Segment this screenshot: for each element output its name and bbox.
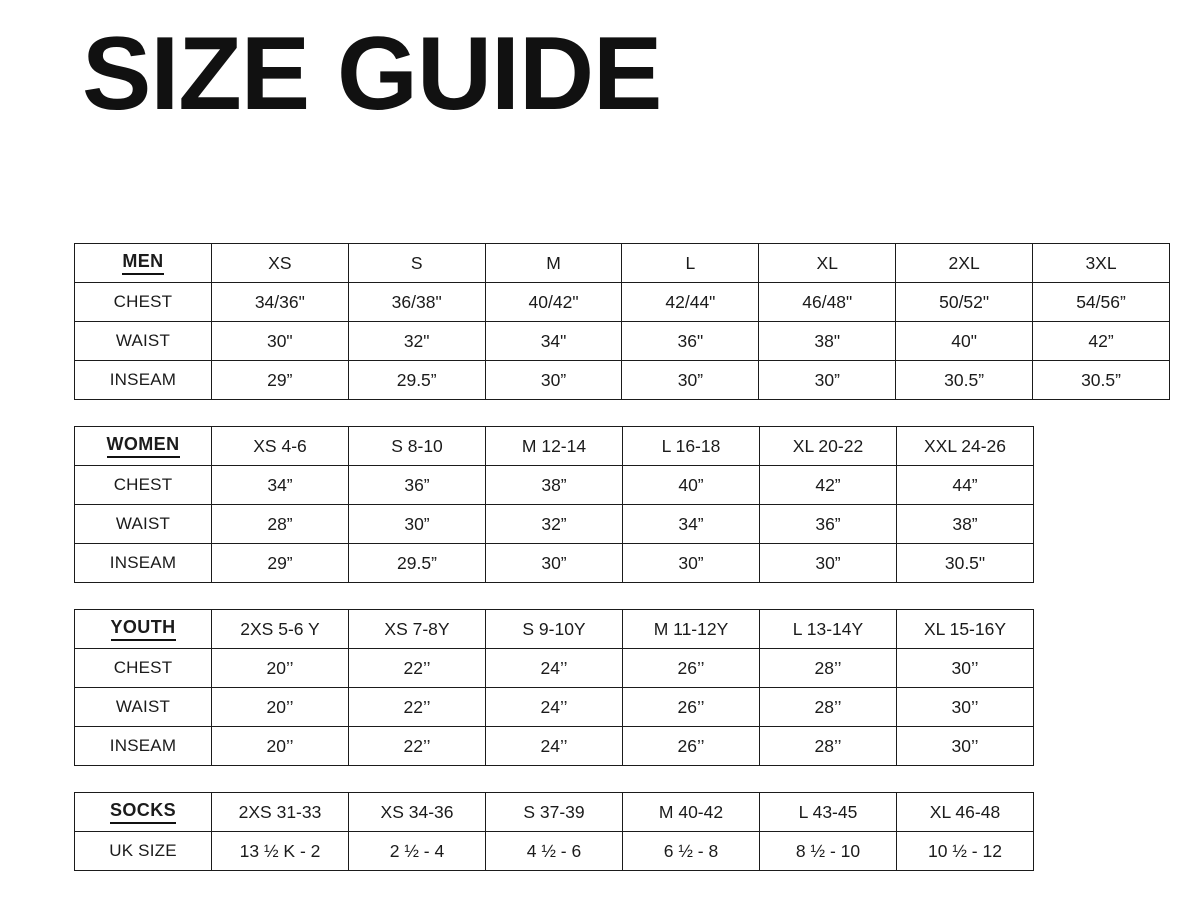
table-cell: 29” <box>212 544 349 583</box>
table-cell: 30” <box>485 361 622 400</box>
column-header: XS 34-36 <box>349 793 486 832</box>
table-cell: 26’’ <box>623 649 760 688</box>
table-cell: 42” <box>760 466 897 505</box>
table-row <box>75 727 1034 766</box>
size-table-men <box>74 243 1170 400</box>
column-header: L <box>622 244 759 283</box>
table-cell: 2 ½ - 4 <box>349 832 486 871</box>
table-cell: 8 ½ - 10 <box>760 832 897 871</box>
column-header: 2XS 5-6 Y <box>212 610 349 649</box>
table-header-row <box>75 793 1034 832</box>
table-cell: 30” <box>760 544 897 583</box>
table-cell: 34” <box>212 466 349 505</box>
table-cell: 26’’ <box>623 688 760 727</box>
table-cell: 28’’ <box>760 727 897 766</box>
table-cell: 30.5" <box>897 544 1034 583</box>
table-cell: 24’’ <box>486 649 623 688</box>
table-cell: 40” <box>623 466 760 505</box>
page-title: SIZE GUIDE <box>82 16 662 132</box>
table-cell: 22’’ <box>349 688 486 727</box>
table-cell: 28’’ <box>760 688 897 727</box>
table-cell: 54/56” <box>1033 283 1170 322</box>
column-header: XL 46-48 <box>897 793 1034 832</box>
table-cell: 30’’ <box>897 649 1034 688</box>
table-cell: 22’’ <box>349 727 486 766</box>
table-cell: 46/48" <box>759 283 896 322</box>
table-cell: 36” <box>349 466 486 505</box>
table-row <box>75 649 1034 688</box>
table-header-row <box>75 610 1034 649</box>
table-cell: 13 ½ K - 2 <box>212 832 349 871</box>
row-label: INSEAM <box>75 544 212 583</box>
size-table-socks <box>74 792 1034 871</box>
table-cell: 4 ½ - 6 <box>486 832 623 871</box>
table-row <box>75 544 1034 583</box>
table-cell: 38” <box>897 505 1034 544</box>
column-header: XXL 24-26 <box>897 427 1034 466</box>
table-cell: 32" <box>348 322 485 361</box>
row-label: CHEST <box>75 649 212 688</box>
table-cell: 30.5” <box>1033 361 1170 400</box>
row-label: UK SIZE <box>75 832 212 871</box>
row-label: CHEST <box>75 466 212 505</box>
column-header: XL <box>759 244 896 283</box>
table-cell: 40/42" <box>485 283 622 322</box>
row-label: INSEAM <box>75 361 212 400</box>
column-header: M 40-42 <box>623 793 760 832</box>
table-row <box>75 361 1170 400</box>
table-cell: 24’’ <box>486 688 623 727</box>
size-tables-container <box>74 243 1170 897</box>
row-label: WAIST <box>75 505 212 544</box>
table-cell: 30’’ <box>897 727 1034 766</box>
table-row <box>75 466 1034 505</box>
row-label: INSEAM <box>75 727 212 766</box>
table-cell: 50/52" <box>896 283 1033 322</box>
table-cell: 30" <box>211 322 348 361</box>
column-header: S 9-10Y <box>486 610 623 649</box>
table-header-row <box>75 427 1034 466</box>
column-header: 2XS 31-33 <box>212 793 349 832</box>
row-label: WAIST <box>75 688 212 727</box>
table-header-row <box>75 244 1170 283</box>
table-cell: 26’’ <box>623 727 760 766</box>
column-header: M <box>485 244 622 283</box>
table-cell: 34/36" <box>211 283 348 322</box>
table-cell: 20’’ <box>212 688 349 727</box>
table-corner-label-men <box>75 244 212 283</box>
table-cell: 10 ½ - 12 <box>897 832 1034 871</box>
size-table-youth <box>74 609 1034 766</box>
table-cell: 36/38" <box>348 283 485 322</box>
column-header: S 37-39 <box>486 793 623 832</box>
table-cell: 36” <box>760 505 897 544</box>
table-row <box>75 505 1034 544</box>
table-cell: 30” <box>623 544 760 583</box>
table-cell: 30” <box>349 505 486 544</box>
column-header: M 11-12Y <box>623 610 760 649</box>
size-table-women <box>74 426 1034 583</box>
table-row <box>75 688 1034 727</box>
column-header: XL 15-16Y <box>897 610 1034 649</box>
table-cell: 29.5” <box>348 361 485 400</box>
table-cell: 44” <box>897 466 1034 505</box>
column-header: 2XL <box>896 244 1033 283</box>
column-header: S 8-10 <box>349 427 486 466</box>
column-header: M 12-14 <box>486 427 623 466</box>
column-header: XS 4-6 <box>212 427 349 466</box>
table-cell: 30” <box>622 361 759 400</box>
row-label: WAIST <box>75 322 212 361</box>
table-cell: 30” <box>486 544 623 583</box>
table-cell: 28’’ <box>760 649 897 688</box>
table-cell: 30” <box>759 361 896 400</box>
corner-label-text: SOCKS <box>110 800 176 824</box>
table-cell: 29” <box>211 361 348 400</box>
table-cell: 6 ½ - 8 <box>623 832 760 871</box>
column-header: L 13-14Y <box>760 610 897 649</box>
column-header: 3XL <box>1033 244 1170 283</box>
table-row <box>75 283 1170 322</box>
corner-label-text: MEN <box>122 251 163 275</box>
table-cell: 30’’ <box>897 688 1034 727</box>
column-header: XS 7-8Y <box>349 610 486 649</box>
table-cell: 28” <box>212 505 349 544</box>
table-corner-label-women <box>75 427 212 466</box>
column-header: XL 20-22 <box>760 427 897 466</box>
table-cell: 20’’ <box>212 727 349 766</box>
table-cell: 30.5” <box>896 361 1033 400</box>
row-label: CHEST <box>75 283 212 322</box>
table-corner-label-youth <box>75 610 212 649</box>
table-cell: 38” <box>486 466 623 505</box>
table-cell: 34" <box>485 322 622 361</box>
table-corner-label-socks <box>75 793 212 832</box>
table-cell: 34” <box>623 505 760 544</box>
column-header: L 43-45 <box>760 793 897 832</box>
table-cell: 40" <box>896 322 1033 361</box>
table-row <box>75 322 1170 361</box>
table-cell: 20’’ <box>212 649 349 688</box>
table-cell: 22’’ <box>349 649 486 688</box>
table-cell: 38" <box>759 322 896 361</box>
table-row <box>75 832 1034 871</box>
table-cell: 42” <box>1033 322 1170 361</box>
table-cell: 42/44" <box>622 283 759 322</box>
corner-label-text: YOUTH <box>111 617 176 641</box>
table-cell: 24’’ <box>486 727 623 766</box>
column-header: L 16-18 <box>623 427 760 466</box>
column-header: XS <box>211 244 348 283</box>
column-header: S <box>348 244 485 283</box>
table-cell: 32” <box>486 505 623 544</box>
table-cell: 36" <box>622 322 759 361</box>
table-cell: 29.5” <box>349 544 486 583</box>
corner-label-text: WOMEN <box>107 434 180 458</box>
